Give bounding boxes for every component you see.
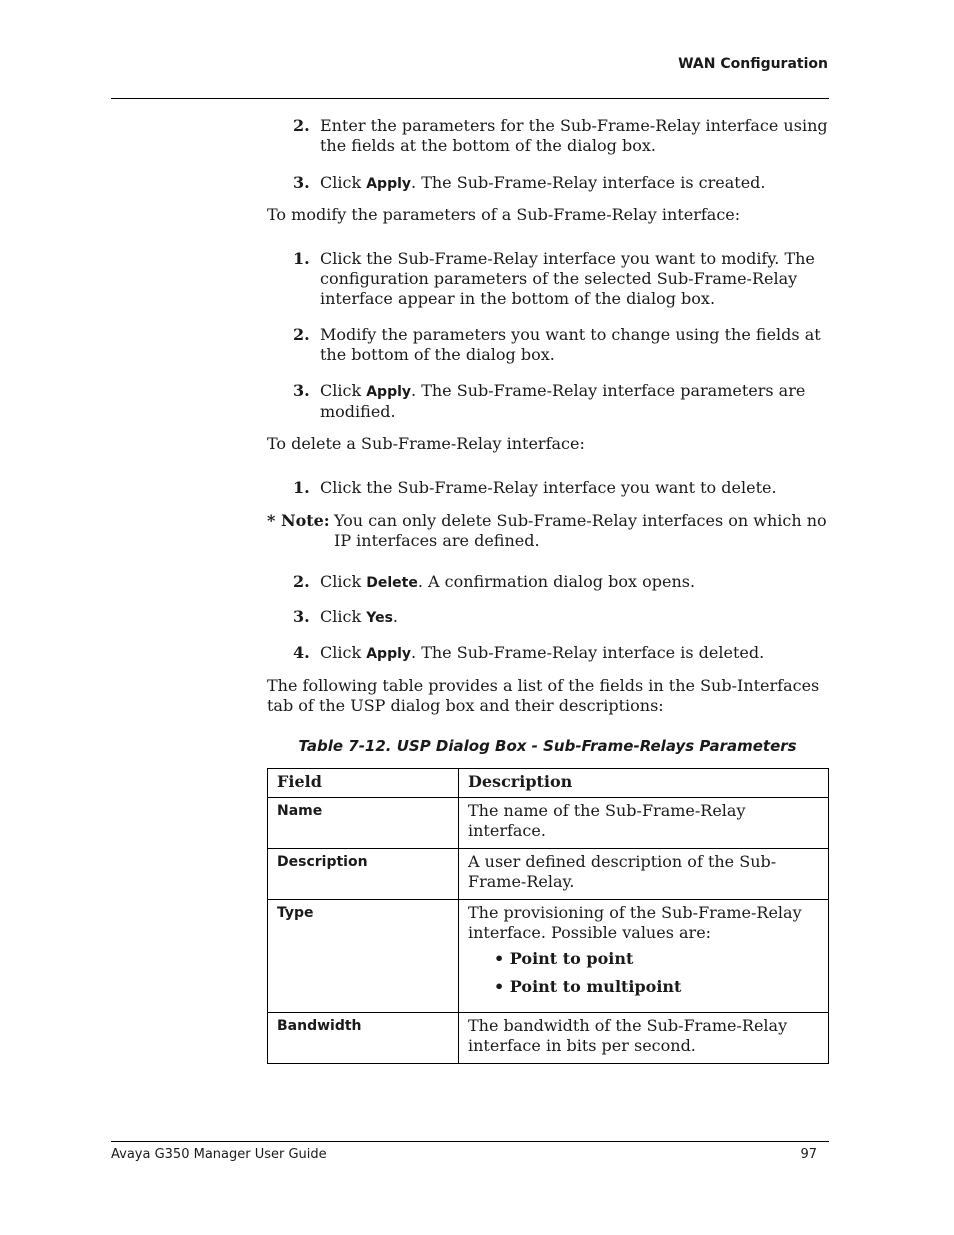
footer-rule <box>111 1141 829 1142</box>
step-text-before: Click <box>320 572 367 591</box>
modify-step-1 <box>293 249 828 309</box>
step-number: 2. <box>293 572 310 591</box>
header-rule <box>111 98 829 99</box>
step-number: 3. <box>293 173 310 192</box>
step-text: Click the Sub-Frame-Relay interface you want to delete. <box>320 478 777 497</box>
step-text-before: Click <box>320 607 367 626</box>
step-text-after: . The Sub-Frame-Relay interface is deleted. <box>411 643 765 662</box>
step-text-after: . The Sub-Frame-Relay interface is created. <box>411 173 766 192</box>
apply-term: Apply <box>366 384 412 400</box>
delete-step-4 <box>293 643 828 664</box>
note-label: * Note: <box>267 511 330 530</box>
step-text-after: . The Sub-Frame-Relay interface parameters are modified. <box>320 381 806 421</box>
step-number: 1. <box>293 478 310 497</box>
parameters-table <box>267 768 829 1064</box>
delete-step-1 <box>293 478 828 498</box>
step-number: 2. <box>293 325 310 344</box>
apply-term: Apply <box>366 646 412 662</box>
description-text: The provisioning of the Sub-Frame-Relay interface. Possible values are: <box>468 903 802 942</box>
running-header: WAN Configuration <box>678 56 828 72</box>
delete-intro: To delete a Sub-Frame-Relay interface: <box>267 434 585 453</box>
field-name-cell: Bandwidth <box>268 1013 459 1064</box>
step-text: Modify the parameters you want to change using the fields at the bottom of the dialog box. <box>320 325 821 364</box>
table-intro: The following table provides a list of the fields in the Sub-Interfaces tab of the USP dialog box and their descriptions: <box>267 676 820 715</box>
create-step-3 <box>293 173 828 194</box>
table-row <box>268 900 829 1013</box>
modify-intro: To modify the parameters of a Sub-Frame-Relay interface: <box>267 205 741 224</box>
field-name-cell: Type <box>268 900 459 1013</box>
delete-step-2 <box>293 572 828 593</box>
modify-step-2 <box>293 325 828 365</box>
step-text-before: Click <box>320 381 367 400</box>
step-number: 3. <box>293 381 310 400</box>
modify-step-3 <box>293 381 828 422</box>
step-number: 2. <box>293 116 310 135</box>
note-text: You can only delete Sub-Frame-Relay interfaces on which no IP interfaces are defined. <box>334 511 827 550</box>
yes-term: Yes <box>366 610 393 626</box>
description-cell <box>459 900 829 1013</box>
step-text-before: Click <box>320 643 367 662</box>
step-text: Enter the parameters for the Sub-Frame-Relay interface using the fields at the bottom of the dialog box. <box>320 116 828 155</box>
delete-term: Delete <box>366 575 418 591</box>
step-text-after: . <box>392 607 398 626</box>
field-name-cell: Description <box>268 849 459 900</box>
table-row <box>268 849 829 900</box>
footer-doc-title: Avaya G350 Manager User Guide <box>111 1147 327 1162</box>
list-item: • Point to point <box>494 949 819 969</box>
delete-step-3 <box>293 607 828 628</box>
table-row <box>268 798 829 849</box>
table-row <box>268 1013 829 1064</box>
list-item: • Point to multipoint <box>494 977 819 997</box>
possible-values-list <box>468 949 819 997</box>
step-text-before: Click <box>320 173 367 192</box>
step-text-after: . A confirmation dialog box opens. <box>417 572 696 591</box>
apply-term: Apply <box>366 176 412 192</box>
column-header-field: Field <box>268 769 459 798</box>
table-caption: Table 7-12. USP Dialog Box - Sub-Frame-Relays Parameters <box>298 737 797 755</box>
step-number: 3. <box>293 607 310 626</box>
description-text: A user defined description of the Sub-Frame-Relay. <box>468 852 777 891</box>
step-number: 1. <box>293 249 310 268</box>
create-step-2 <box>293 116 828 156</box>
column-header-description: Description <box>459 769 829 798</box>
description-cell <box>459 849 829 900</box>
field-name-cell: Name <box>268 798 459 849</box>
step-text: Click the Sub-Frame-Relay interface you want to modify. The configuration parameters of the selected Sub-Frame-Relay interface appear in the bottom of the dialog box. <box>320 249 815 308</box>
step-number: 4. <box>293 643 310 662</box>
description-cell: The name of the Sub-Frame-Relay interface. <box>459 798 829 849</box>
description-cell: The bandwidth of the Sub-Frame-Relay interface in bits per second. <box>459 1013 829 1064</box>
note <box>267 511 828 551</box>
footer-page-number: 97 <box>800 1147 817 1162</box>
table-header-row <box>268 769 829 798</box>
